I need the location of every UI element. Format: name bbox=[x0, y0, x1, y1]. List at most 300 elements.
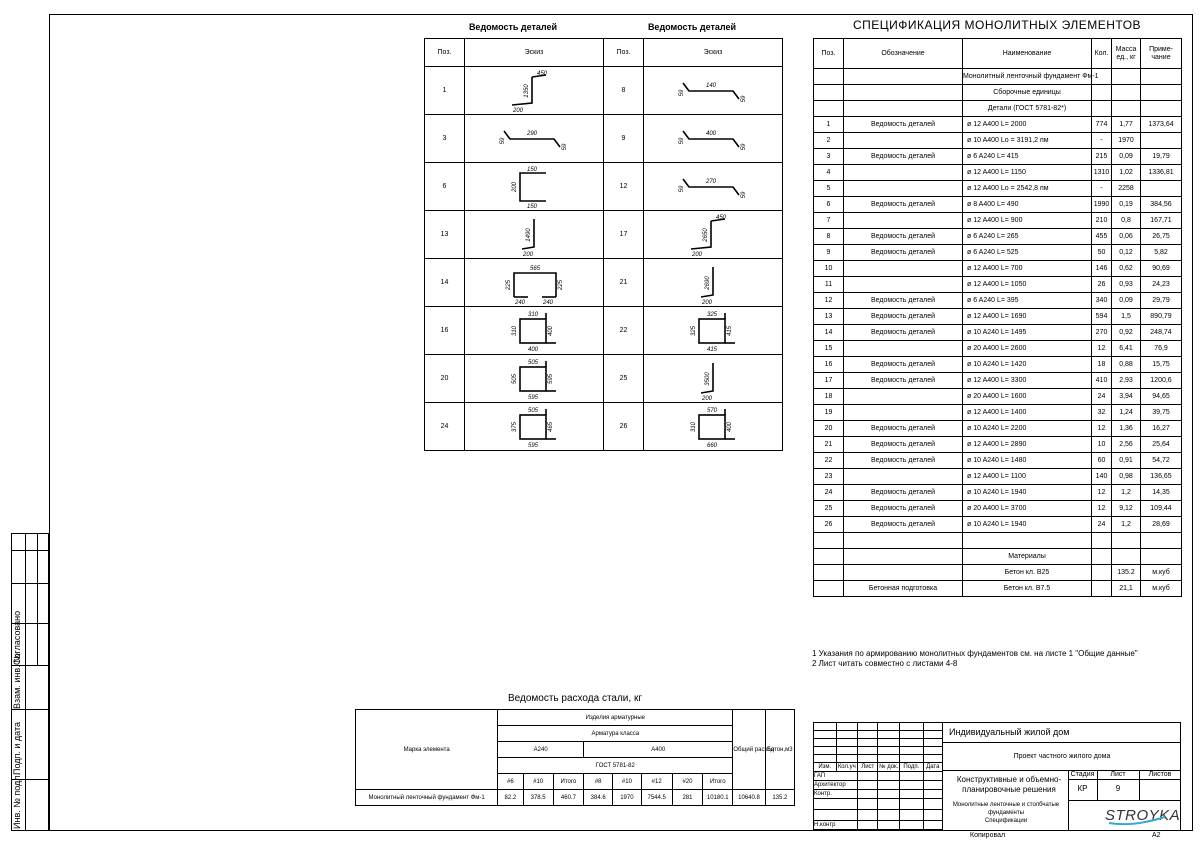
spec-designation bbox=[844, 277, 963, 293]
spec-pos: 12 bbox=[814, 293, 844, 309]
spec-pos: 14 bbox=[814, 325, 844, 341]
ved-pos-16: 16 bbox=[425, 307, 465, 355]
spec-row bbox=[814, 325, 1182, 341]
dim: 310 bbox=[527, 311, 539, 318]
stamp-cell bbox=[858, 731, 878, 739]
ved-sketch-cell bbox=[644, 115, 783, 163]
stamp-role: Архитектор bbox=[814, 781, 858, 790]
stamp-cell bbox=[858, 772, 878, 781]
dim: 150 bbox=[526, 203, 538, 210]
spec-designation bbox=[844, 101, 963, 117]
dim: 310 bbox=[512, 325, 518, 336]
dim: 595 bbox=[548, 373, 554, 384]
spec-qty: 215 bbox=[1092, 149, 1112, 165]
sign-date-label: Подп. и дата bbox=[12, 721, 22, 775]
stamp-cell bbox=[814, 739, 837, 747]
stamp-cell bbox=[878, 747, 900, 755]
spec-note bbox=[1141, 101, 1182, 117]
spec-row bbox=[814, 101, 1182, 117]
stamp-cell bbox=[878, 731, 900, 739]
spec-row bbox=[814, 229, 1182, 245]
stamp-role: ГАП bbox=[814, 772, 858, 781]
dim: 290 bbox=[526, 130, 538, 137]
inv-replace-label: Взам. инв. № bbox=[12, 653, 22, 709]
spec-qty: 140 bbox=[1092, 469, 1112, 485]
spec-qty: - bbox=[1092, 133, 1112, 149]
stamp-cell bbox=[899, 772, 923, 781]
sheet-title bbox=[945, 801, 1067, 825]
steel-sub-7: Итого bbox=[703, 774, 733, 790]
ved-pos-17: 17 bbox=[604, 211, 644, 259]
spec-row bbox=[814, 117, 1182, 133]
stamp-cell bbox=[923, 781, 942, 790]
dim: 565 bbox=[529, 265, 541, 272]
spec-mass bbox=[1112, 549, 1141, 565]
dim: 240 bbox=[542, 299, 554, 306]
ved-pos-6: 6 bbox=[425, 163, 465, 211]
ved-sketch-cell bbox=[465, 355, 604, 403]
steel-title: Ведомость расхода стали, кг bbox=[508, 693, 642, 704]
spec-mass: 0,88 bbox=[1112, 357, 1141, 373]
stamp-role: Н.контр bbox=[814, 821, 858, 830]
stamp-cell bbox=[878, 755, 900, 763]
dim: 400 bbox=[727, 421, 733, 432]
spec-designation bbox=[844, 85, 963, 101]
spec-designation bbox=[844, 565, 963, 581]
dim: 400 bbox=[548, 325, 554, 336]
stamp-cell bbox=[858, 810, 878, 821]
spec-name: ø 20 A400 L= 2600 bbox=[963, 341, 1092, 357]
spec-note: 384,56 bbox=[1141, 197, 1182, 213]
dim: 240 bbox=[514, 299, 526, 306]
spec-designation bbox=[844, 165, 963, 181]
spec-pos: 8 bbox=[814, 229, 844, 245]
stamp-cell bbox=[923, 821, 942, 830]
steel-sub-5: #12 bbox=[641, 774, 672, 790]
spec-designation bbox=[844, 533, 963, 549]
ved-sketch-cell bbox=[644, 163, 783, 211]
spec-pos bbox=[814, 533, 844, 549]
ved-pos-header-left: Поз. bbox=[425, 39, 465, 67]
stamp-cell bbox=[858, 723, 878, 731]
steel-h-class: Арматура класса bbox=[498, 726, 733, 742]
spec-name: ø 20 A400 L= 3700 bbox=[963, 501, 1092, 517]
spec-row bbox=[814, 309, 1182, 325]
stamp-cell bbox=[899, 731, 923, 739]
spec-designation: Ведомость деталей bbox=[844, 517, 963, 533]
spec-note: 890,79 bbox=[1141, 309, 1182, 325]
spec-table bbox=[813, 38, 1182, 597]
spec-pos bbox=[814, 85, 844, 101]
spec-qty: 594 bbox=[1092, 309, 1112, 325]
spec-name: ø 10 A240 L= 1495 bbox=[963, 325, 1092, 341]
dim: 505 bbox=[527, 359, 539, 366]
ved-pos-24: 24 bbox=[425, 403, 465, 451]
dim: 59 bbox=[562, 143, 568, 150]
steel-cell-7: 281 bbox=[672, 790, 702, 806]
spec-note: м.куб bbox=[1141, 565, 1182, 581]
spec-designation bbox=[844, 69, 963, 85]
spec-pos: 23 bbox=[814, 469, 844, 485]
spec-name: ø 12 A400 L= 700 bbox=[963, 261, 1092, 277]
dim: 200 bbox=[512, 181, 518, 192]
side-strip bbox=[11, 533, 49, 831]
stamp-col-0: Изм. bbox=[814, 763, 837, 772]
spec-qty: 270 bbox=[1092, 325, 1112, 341]
spec-pos: 10 bbox=[814, 261, 844, 277]
ved-pos-25: 25 bbox=[604, 355, 644, 403]
sketch-25 bbox=[653, 357, 773, 401]
dim: 1490 bbox=[526, 227, 532, 242]
spec-row bbox=[814, 533, 1182, 549]
sketch-16 bbox=[474, 309, 594, 353]
ved-sketch-cell bbox=[644, 307, 783, 355]
dim: 570 bbox=[706, 407, 718, 414]
stamp-cell bbox=[878, 799, 900, 810]
stamp-cell bbox=[923, 810, 942, 821]
spec-mass: 1,2 bbox=[1112, 485, 1141, 501]
spec-designation: Ведомость деталей bbox=[844, 149, 963, 165]
spec-pos: 26 bbox=[814, 517, 844, 533]
sketch-12 bbox=[653, 165, 773, 209]
ved-sketch-cell bbox=[644, 259, 783, 307]
ved-title-left: Ведомость деталей bbox=[468, 22, 558, 32]
steel-h-items: Изделия арматурные bbox=[498, 710, 733, 726]
spec-name: ø 6 A240 L= 395 bbox=[963, 293, 1092, 309]
spec-pos: 22 bbox=[814, 453, 844, 469]
spec-mass: 0,92 bbox=[1112, 325, 1141, 341]
stamp-cell bbox=[814, 731, 837, 739]
stroyka-logo bbox=[1103, 805, 1181, 827]
ved-pos-12: 12 bbox=[604, 163, 644, 211]
dim: 415 bbox=[727, 325, 733, 336]
spec-designation: Ведомость деталей bbox=[844, 453, 963, 469]
spec-pos: 15 bbox=[814, 341, 844, 357]
stamp-cell bbox=[899, 810, 923, 821]
dim: 415 bbox=[706, 346, 718, 353]
spec-mass: 0,12 bbox=[1112, 245, 1141, 261]
ved-sketch-cell bbox=[465, 211, 604, 259]
spec-qty: 10 bbox=[1092, 437, 1112, 453]
spec-designation: Ведомость деталей bbox=[844, 117, 963, 133]
spec-pos bbox=[814, 581, 844, 597]
stage-value: КР bbox=[1077, 784, 1088, 793]
spec-pos: 7 bbox=[814, 213, 844, 229]
steel-cell-6: 7544.5 bbox=[641, 790, 672, 806]
spec-h-pos: Поз. bbox=[814, 39, 844, 69]
spec-note bbox=[1141, 533, 1182, 549]
spec-title: СПЕЦИФИКАЦИЯ МОНОЛИТНЫХ ЭЛЕМЕНТОВ bbox=[852, 18, 1142, 32]
spec-note: 1200,6 bbox=[1141, 373, 1182, 389]
stamp-cell bbox=[878, 739, 900, 747]
spec-note: 248,74 bbox=[1141, 325, 1182, 341]
spec-qty bbox=[1092, 533, 1112, 549]
spec-row bbox=[814, 501, 1182, 517]
spec-name: ø 10 A240 L= 1940 bbox=[963, 485, 1092, 501]
spec-note: 1336,81 bbox=[1141, 165, 1182, 181]
spec-name: ø 12 A400 L= 1150 bbox=[963, 165, 1092, 181]
spec-designation: Ведомость деталей bbox=[844, 229, 963, 245]
spec-row bbox=[814, 485, 1182, 501]
spec-note: 16,27 bbox=[1141, 421, 1182, 437]
sheet-title-main: Монолитные ленточные и столбчатые фундаменты bbox=[952, 802, 1060, 816]
spec-pos: 19 bbox=[814, 405, 844, 421]
spec-row bbox=[814, 245, 1182, 261]
spec-designation: Ведомость деталей bbox=[844, 437, 963, 453]
spec-qty: 210 bbox=[1092, 213, 1112, 229]
dim: 225 bbox=[558, 279, 564, 290]
steel-h-a240: A240 bbox=[498, 742, 584, 758]
spec-qty: 340 bbox=[1092, 293, 1112, 309]
spec-name: ø 12 A400 L= 1050 bbox=[963, 277, 1092, 293]
spec-note: 19,79 bbox=[1141, 149, 1182, 165]
ved-title-right: Ведомость деталей bbox=[647, 22, 737, 32]
ved-sketch-cell bbox=[465, 307, 604, 355]
spec-mass: 1,5 bbox=[1112, 309, 1141, 325]
steel-cell-3: 460.7 bbox=[553, 790, 583, 806]
spec-note: 24,23 bbox=[1141, 277, 1182, 293]
spec-row bbox=[814, 213, 1182, 229]
ved-pos-26: 26 bbox=[604, 403, 644, 451]
spec-pos: 20 bbox=[814, 421, 844, 437]
spec-pos: 1 bbox=[814, 117, 844, 133]
steel-sub-3: #8 bbox=[584, 774, 613, 790]
spec-pos: 13 bbox=[814, 309, 844, 325]
spec-name: ø 12 A400 L= 1400 bbox=[963, 405, 1092, 421]
spec-mass: 0,06 bbox=[1112, 229, 1141, 245]
dim: 1350 bbox=[524, 83, 530, 98]
stamp-col-1: Кол.уч bbox=[837, 764, 856, 770]
ved-sketch-cell bbox=[465, 67, 604, 115]
spec-note: 28,69 bbox=[1141, 517, 1182, 533]
spec-name: ø 12 A400 L= 2890 bbox=[963, 437, 1092, 453]
spec-name: ø 12 A400 L= 2000 bbox=[963, 117, 1092, 133]
ved-pos-9: 9 bbox=[604, 115, 644, 163]
sheet-value: 9 bbox=[1115, 784, 1121, 793]
dim: 660 bbox=[706, 442, 718, 449]
sketch-21 bbox=[653, 261, 773, 305]
spec-name: ø 10 A240 L= 1940 bbox=[963, 517, 1092, 533]
stamp-cell bbox=[814, 723, 837, 731]
spec-row bbox=[814, 149, 1182, 165]
ved-pos-20: 20 bbox=[425, 355, 465, 403]
dim: 595 bbox=[527, 442, 539, 449]
spec-h-name: Наименование bbox=[963, 39, 1092, 69]
spec-mass bbox=[1112, 101, 1141, 117]
spec-row bbox=[814, 197, 1182, 213]
spec-pos: 5 bbox=[814, 181, 844, 197]
spec-mass: 0,93 bbox=[1112, 277, 1141, 293]
spec-designation bbox=[844, 469, 963, 485]
spec-name: Сборочные единицы bbox=[963, 85, 1092, 101]
ved-sketch-cell bbox=[465, 259, 604, 307]
spec-qty bbox=[1092, 581, 1112, 597]
dim: 310 bbox=[691, 421, 697, 432]
spec-row bbox=[814, 517, 1182, 533]
spec-designation: Ведомость деталей bbox=[844, 421, 963, 437]
spec-qty: 50 bbox=[1092, 245, 1112, 261]
stamp-cell bbox=[923, 739, 942, 747]
spec-name: ø 12 A400 L= 1690 bbox=[963, 309, 1092, 325]
dim: 2650 bbox=[703, 227, 709, 242]
stamp-col-4: Подп. bbox=[899, 763, 923, 772]
spec-qty: 1310 bbox=[1092, 165, 1112, 181]
spec-name: ø 10 A240 L= 2200 bbox=[963, 421, 1092, 437]
spec-designation: Ведомость деталей bbox=[844, 293, 963, 309]
stamp-cell bbox=[923, 723, 942, 731]
steel-cell-5: 1970 bbox=[613, 790, 641, 806]
spec-note: 29,79 bbox=[1141, 293, 1182, 309]
stamp-cell bbox=[923, 731, 942, 739]
spec-row bbox=[814, 293, 1182, 309]
spec-qty bbox=[1092, 101, 1112, 117]
spec-name: ø 12 A400 L= 900 bbox=[963, 213, 1092, 229]
sketch-24 bbox=[474, 405, 594, 449]
steel-cell-0: Монолитный ленточный фундамент Фм-1 bbox=[356, 790, 498, 806]
steel-sub-4: #10 bbox=[613, 774, 641, 790]
ved-sketch-cell bbox=[465, 115, 604, 163]
stamp-cell bbox=[814, 755, 837, 763]
ved-sketch-cell bbox=[644, 355, 783, 403]
spec-mass: 0,98 bbox=[1112, 469, 1141, 485]
title-block bbox=[813, 722, 1181, 831]
spec-pos: 11 bbox=[814, 277, 844, 293]
dim: 595 bbox=[527, 394, 539, 401]
stamp-role: Контр. bbox=[814, 790, 858, 799]
stamp-cell bbox=[923, 755, 942, 763]
spec-qty: 1990 bbox=[1092, 197, 1112, 213]
spec-qty: - bbox=[1092, 181, 1112, 197]
notes bbox=[812, 649, 1138, 669]
spec-note bbox=[1141, 133, 1182, 149]
spec-qty: 455 bbox=[1092, 229, 1112, 245]
spec-row bbox=[814, 389, 1182, 405]
stamp-cell bbox=[858, 755, 878, 763]
sketch-6 bbox=[474, 165, 594, 209]
spec-note: 90,69 bbox=[1141, 261, 1182, 277]
ved-sketch-cell bbox=[644, 67, 783, 115]
spec-mass: 21,1 bbox=[1112, 581, 1141, 597]
steel-cell-4: 384.6 bbox=[584, 790, 613, 806]
stamp-cell bbox=[899, 755, 923, 763]
stamp-cell bbox=[836, 755, 858, 763]
spec-row bbox=[814, 341, 1182, 357]
spec-mass: 0,09 bbox=[1112, 293, 1141, 309]
sketch-9 bbox=[653, 117, 773, 161]
dim: 200 bbox=[512, 107, 524, 114]
spec-name: ø 10 A240 L= 1420 bbox=[963, 357, 1092, 373]
spec-name: Монолитный ленточный фундамент Фм-1 bbox=[963, 69, 1092, 85]
ved-pos-21: 21 bbox=[604, 259, 644, 307]
spec-qty: 410 bbox=[1092, 373, 1112, 389]
stamp-cell bbox=[836, 731, 858, 739]
spec-mass: 6,41 bbox=[1112, 341, 1141, 357]
dim: 450 bbox=[536, 70, 548, 77]
steel-h-mark: Марка элемента bbox=[356, 710, 498, 790]
stamp-cell bbox=[836, 723, 858, 731]
ved-pos-14: 14 bbox=[425, 259, 465, 307]
spec-mass: 1,24 bbox=[1112, 405, 1141, 421]
dim: 465 bbox=[548, 421, 554, 432]
spec-pos bbox=[814, 69, 844, 85]
copied-label: Копировал bbox=[970, 832, 1006, 839]
sketch-13 bbox=[474, 213, 594, 257]
spec-row bbox=[814, 181, 1182, 197]
ved-pos-22: 22 bbox=[604, 307, 644, 355]
spec-row bbox=[814, 437, 1182, 453]
note-1: 1 Указания по армированию монолитных фундаментов см. на листе 1 "Общие данные" bbox=[812, 649, 1138, 658]
spec-designation bbox=[844, 213, 963, 229]
spec-row bbox=[814, 581, 1182, 597]
steel-sub-2: Итого bbox=[553, 774, 583, 790]
spec-qty: 24 bbox=[1092, 389, 1112, 405]
spec-designation bbox=[844, 133, 963, 149]
sketch-26 bbox=[653, 405, 773, 449]
spec-pos: 3 bbox=[814, 149, 844, 165]
project-name: Индивидуальный жилой дом bbox=[949, 727, 1070, 737]
ved-pos-13: 13 bbox=[425, 211, 465, 259]
stamp-cell bbox=[878, 790, 900, 799]
spec-note: 1373,64 bbox=[1141, 117, 1182, 133]
spec-pos: 21 bbox=[814, 437, 844, 453]
ved-sketch-cell bbox=[644, 211, 783, 259]
spec-qty: 146 bbox=[1092, 261, 1112, 277]
steel-sub-0: #6 bbox=[498, 774, 523, 790]
format-label: A2 bbox=[1152, 832, 1161, 839]
spec-note: 25,64 bbox=[1141, 437, 1182, 453]
inv-orig-label: Инв. № подл. bbox=[12, 772, 22, 829]
spec-name: ø 10 A400 Lo = 3191,2 пм bbox=[963, 133, 1092, 149]
spec-mass: 0,91 bbox=[1112, 453, 1141, 469]
spec-mass: 1,02 bbox=[1112, 165, 1141, 181]
sketch-14 bbox=[474, 261, 594, 305]
sketch-20 bbox=[474, 357, 594, 401]
spec-note: м.куб bbox=[1141, 581, 1182, 597]
spec-pos bbox=[814, 101, 844, 117]
stamp-cell bbox=[899, 739, 923, 747]
spec-designation bbox=[844, 181, 963, 197]
svg-text:STROYKA: STROYKA bbox=[1105, 807, 1181, 824]
spec-designation: Ведомость деталей bbox=[844, 373, 963, 389]
stamp-cell bbox=[899, 821, 923, 830]
ved-pos-8: 8 bbox=[604, 67, 644, 115]
dim: 375 bbox=[512, 421, 518, 432]
spec-name: ø 6 A240 L= 415 bbox=[963, 149, 1092, 165]
spec-row bbox=[814, 469, 1182, 485]
spec-note: 5,82 bbox=[1141, 245, 1182, 261]
spec-name: Бетон кл. B25 bbox=[963, 565, 1092, 581]
spec-row bbox=[814, 277, 1182, 293]
spec-mass: 1,2 bbox=[1112, 517, 1141, 533]
dim: 505 bbox=[512, 373, 518, 384]
dim: 400 bbox=[705, 130, 717, 137]
stamp-cell bbox=[858, 790, 878, 799]
spec-pos bbox=[814, 549, 844, 565]
spec-pos: 6 bbox=[814, 197, 844, 213]
spec-designation: Ведомость деталей bbox=[844, 245, 963, 261]
sheets-header: Листов bbox=[1148, 771, 1172, 778]
spec-qty: 18 bbox=[1092, 357, 1112, 373]
spec-note: 15,75 bbox=[1141, 357, 1182, 373]
stamp-role bbox=[814, 810, 858, 821]
stamp-cell bbox=[858, 799, 878, 810]
spec-note: 136,65 bbox=[1141, 469, 1182, 485]
sketch-1 bbox=[474, 69, 594, 113]
spec-qty: 12 bbox=[1092, 501, 1112, 517]
spec-pos: 24 bbox=[814, 485, 844, 501]
dim: 400 bbox=[527, 346, 539, 353]
spec-designation: Ведомость деталей bbox=[844, 325, 963, 341]
